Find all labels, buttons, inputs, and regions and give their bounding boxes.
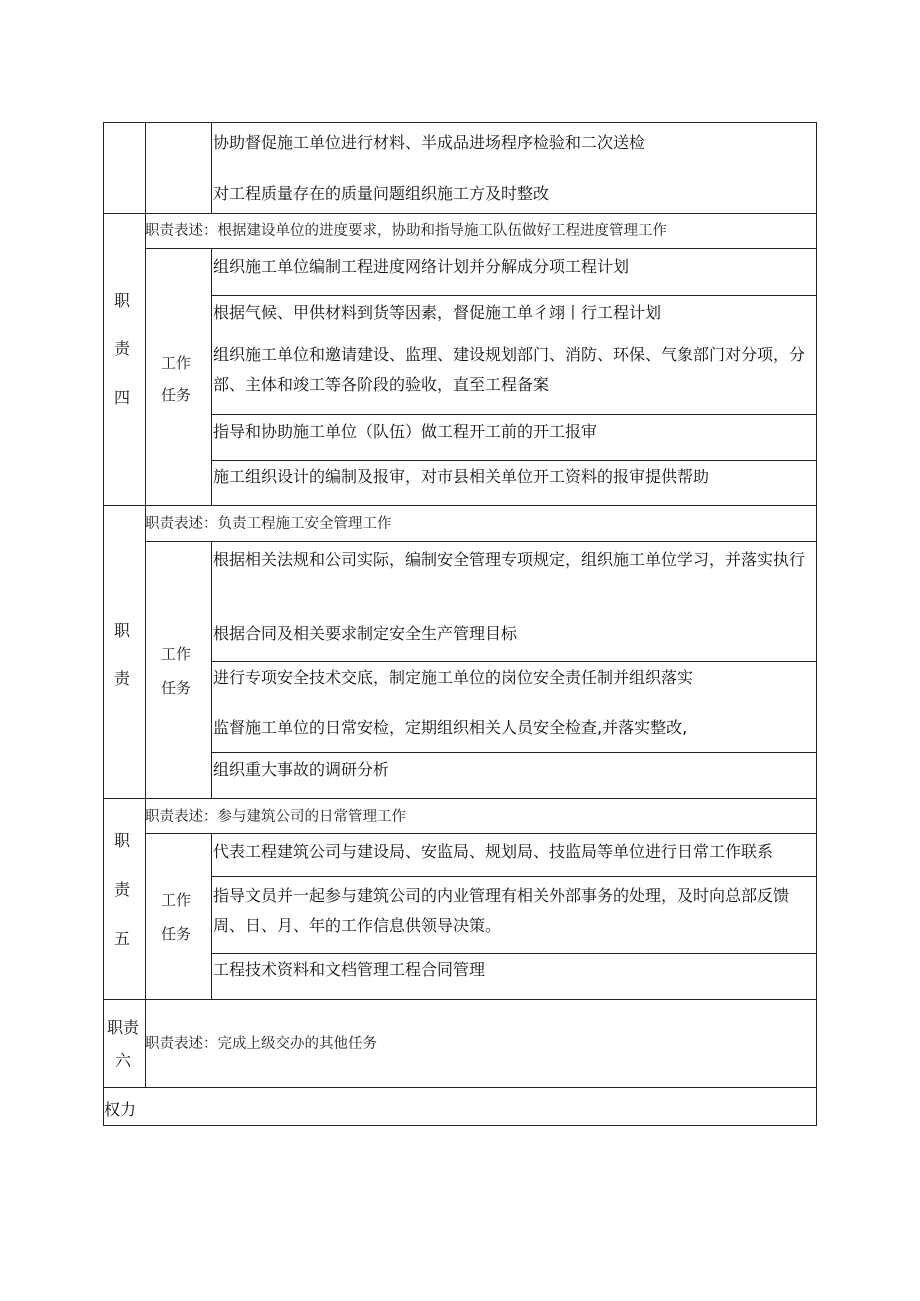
row-divider [211, 460, 817, 461]
column-divider [211, 833, 212, 999]
duty-label-line: 六 [115, 1051, 132, 1070]
table-left-border [103, 122, 104, 1126]
row-divider [211, 953, 817, 954]
work-task-label: 任务 [161, 386, 192, 404]
task-item: 对工程质量存在的质量问题组织施工方及时整改 [213, 184, 550, 203]
duty-label-char: 职 [114, 831, 131, 850]
column-divider [145, 122, 146, 1087]
work-task-label: 任务 [161, 679, 192, 697]
work-task-label: 工作 [161, 891, 192, 909]
duty-label-line: 职责 [107, 1018, 140, 1037]
table-right-border [816, 122, 817, 1126]
column-divider [211, 248, 212, 505]
task-item: 组织施工单位和邀请建设、监理、建设规划部门、消防、环保、气象部门对分项，分部、主体和竣工等各阶段的验收，直至工程备案 [213, 345, 806, 394]
duty-description: 职责表述：完成上级交办的其他任务 [145, 1036, 377, 1052]
table-bottom-border [103, 1125, 817, 1126]
task-item: 进行专项安全技术交底，制定施工单位的岗位安全责任制并组织落实 [213, 668, 694, 687]
column-divider [211, 122, 212, 213]
row-divider [211, 661, 817, 662]
row-divider [103, 213, 817, 214]
task-item: 代表工程建筑公司与建设局、安监局、规划局、技监局等单位进行日常工作联系 [213, 842, 774, 861]
duty-label-char: 职 [114, 291, 131, 310]
power-label: 权力 [104, 1100, 137, 1119]
duty-label-char: 五 [114, 929, 131, 948]
work-task-label: 工作 [161, 645, 192, 663]
duty-description: 职责表述：负责工程施工安全管理工作 [145, 516, 392, 532]
row-divider [103, 1087, 817, 1088]
task-item: 监督施工单位的日常安检，定期组织相关人员安全检查,并落实整改, [213, 718, 688, 737]
task-item: 协助督促施工单位进行材料、半成品进场程序检验和二次送检 [213, 133, 646, 152]
duty-label-char: 四 [114, 388, 131, 407]
task-item: 施工组织设计的编制及报审，对市县相关单位开工资料的报审提供帮助 [213, 467, 710, 486]
row-divider [103, 505, 817, 506]
row-divider [211, 752, 817, 753]
task-item: 组织重大事故的调研分析 [213, 760, 390, 779]
row-divider [211, 295, 817, 296]
row-divider [211, 876, 817, 877]
row-divider [145, 248, 817, 249]
row-divider [103, 798, 817, 799]
duty-label-char: 责 [114, 669, 131, 688]
column-divider [211, 541, 212, 798]
task-item: 根据气候、甲供材料到货等因素，督促施工单彳翊丨行工程计划 [213, 303, 662, 322]
task-item: 根据合同及相关要求制定安全生产管理目标 [213, 624, 518, 643]
task-item: 指导和协助施工单位（队伍）做工程开工前的开工报审 [213, 422, 598, 441]
row-divider [145, 541, 817, 542]
duty-label-char: 职 [114, 621, 131, 640]
duty-description: 职责表述：参与建筑公司的日常管理工作 [145, 809, 406, 825]
task-item: 指导文员并一起参与建筑公司的内业管理有相关外部事务的处理，及时向总部反馈周、日、月、年的工作信息供领导决策。 [213, 886, 790, 935]
duty-label-char: 责 [114, 339, 131, 358]
row-divider [211, 414, 817, 415]
duty-label-char: 责 [114, 880, 131, 899]
work-task-label: 工作 [161, 354, 192, 372]
row-divider [103, 999, 817, 1000]
work-task-label: 任务 [161, 925, 192, 943]
duty-description: 职责表述：根据建设单位的进度要求，协助和指导施工队伍做好工程进度管理工作 [145, 223, 667, 239]
task-item: 工程技术资料和文档管理工程合同管理 [213, 960, 486, 979]
row-divider [145, 833, 817, 834]
task-item: 根据相关法规和公司实际，编制安全管理专项规定，组织施工单位学习，并落实执行 [213, 550, 806, 569]
task-item: 组织施工单位编制工程进度网络计划并分解成分项工程计划 [213, 257, 630, 276]
